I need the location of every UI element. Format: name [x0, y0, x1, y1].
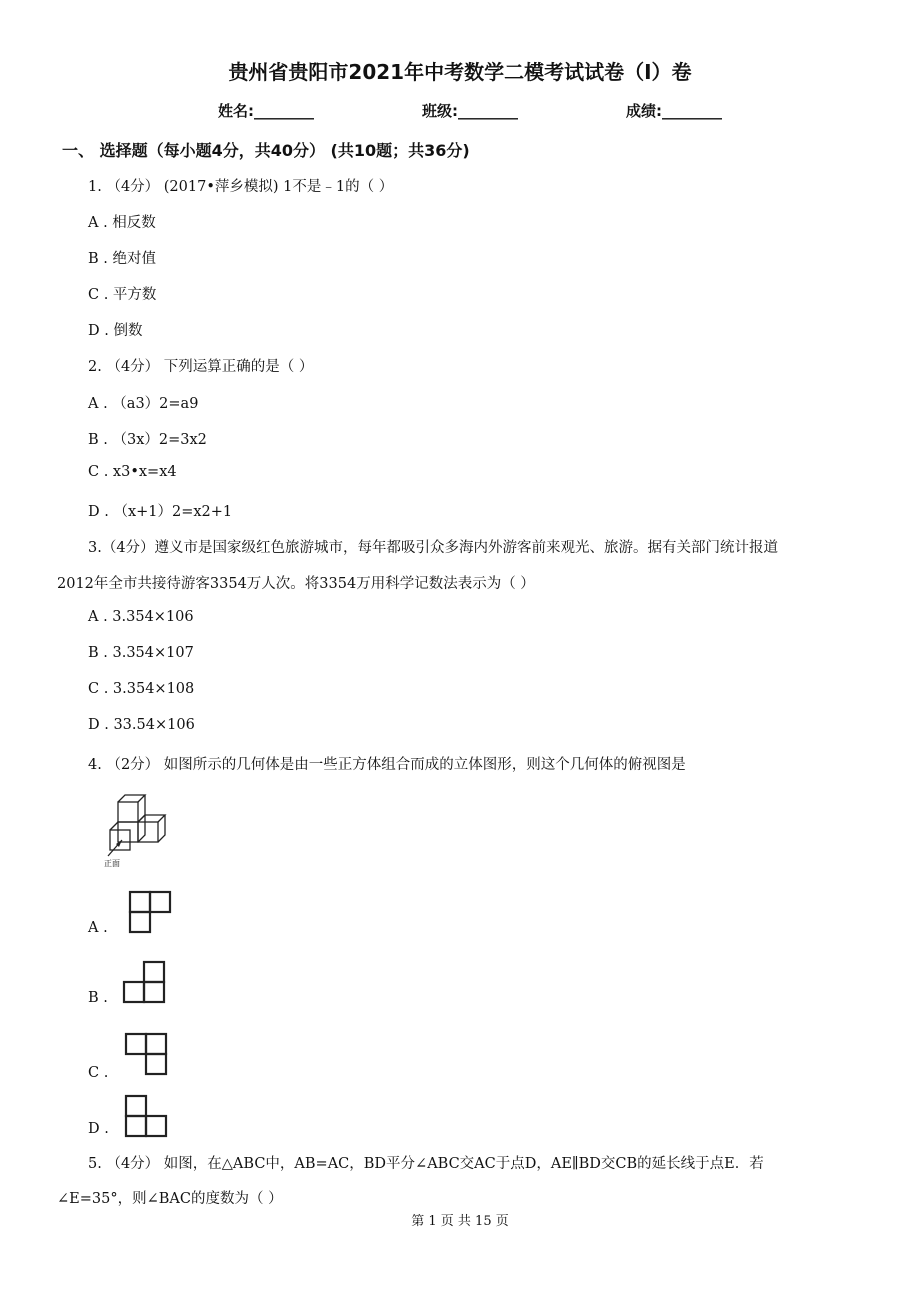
page-title: 贵州省贵阳市2021年中考数学二模考试试卷（I）卷 [228, 60, 692, 84]
q1-option-a: A . 相反数 [88, 215, 156, 231]
q2-option-c: C . x3•x=x4 [88, 464, 177, 480]
q4-option-d-figure [124, 1094, 170, 1140]
question-5-stem-line1: 5. （4分） 如图，在△ABC中，AB=AC，BD平分∠ABC交AC于点D，AE∥BD交CB的延长线于点E．若 [88, 1156, 764, 1172]
score-field-label: 成绩:________ [626, 102, 722, 120]
q3-option-b: B . 3.354×107 [88, 645, 194, 661]
page-footer: 第 1 页 共 15 页 [411, 1214, 509, 1229]
q4-option-c-figure [124, 1032, 170, 1078]
name-field-label: 姓名:________ [218, 102, 314, 120]
q2-option-b: B . （3x）2=3x2 [88, 432, 207, 448]
q4-option-c: C . [88, 1065, 109, 1081]
q1-option-c: C . 平方数 [88, 287, 157, 303]
q2-option-a: A . （a3）2=a9 [88, 396, 199, 412]
question-2-stem: 2. （4分） 下列运算正确的是（ ） [88, 359, 314, 375]
q1-option-b: B . 绝对值 [88, 251, 156, 267]
question-5-stem-line2: ∠E=35°，则∠BAC的度数为（ ） [57, 1191, 283, 1207]
q4-option-b-figure [122, 960, 168, 1006]
question-4-stem: 4. （2分） 如图所示的几何体是由一些正方体组合而成的立体图形，则这个几何体的俯视图是 [88, 757, 686, 773]
q1-option-d: D . 倒数 [88, 323, 143, 339]
q3-option-a: A . 3.354×106 [88, 609, 194, 625]
question-3-stem-line2: 2012年全市共接待游客3354万人次。将3354万用科学记数法表示为（ ） [57, 576, 535, 592]
front-view-label: 正面 [104, 859, 120, 868]
q3-option-d: D . 33.54×106 [88, 717, 195, 733]
class-field-label: 班级:________ [422, 102, 518, 120]
q4-option-d: D . [88, 1121, 109, 1137]
q4-option-b: B . [88, 990, 108, 1006]
question-1-stem: 1. （4分） (2017•萍乡模拟) 1不是﹣1的（ ） [88, 179, 394, 195]
question-3-stem-line1: 3.（4分）遵义市是国家级红色旅游城市，每年都吸引众多海内外游客前来观光、旅游。据有关部门统计报道 [88, 540, 779, 556]
q4-option-a-figure [128, 890, 174, 936]
section-heading: 一、 选择题（每小题4分，共40分） (共10题；共36分) [62, 141, 470, 160]
q2-option-d: D . （x+1）2=x2+1 [88, 504, 233, 520]
q3-option-c: C . 3.354×108 [88, 681, 195, 697]
q4-option-a: A . [88, 920, 108, 936]
